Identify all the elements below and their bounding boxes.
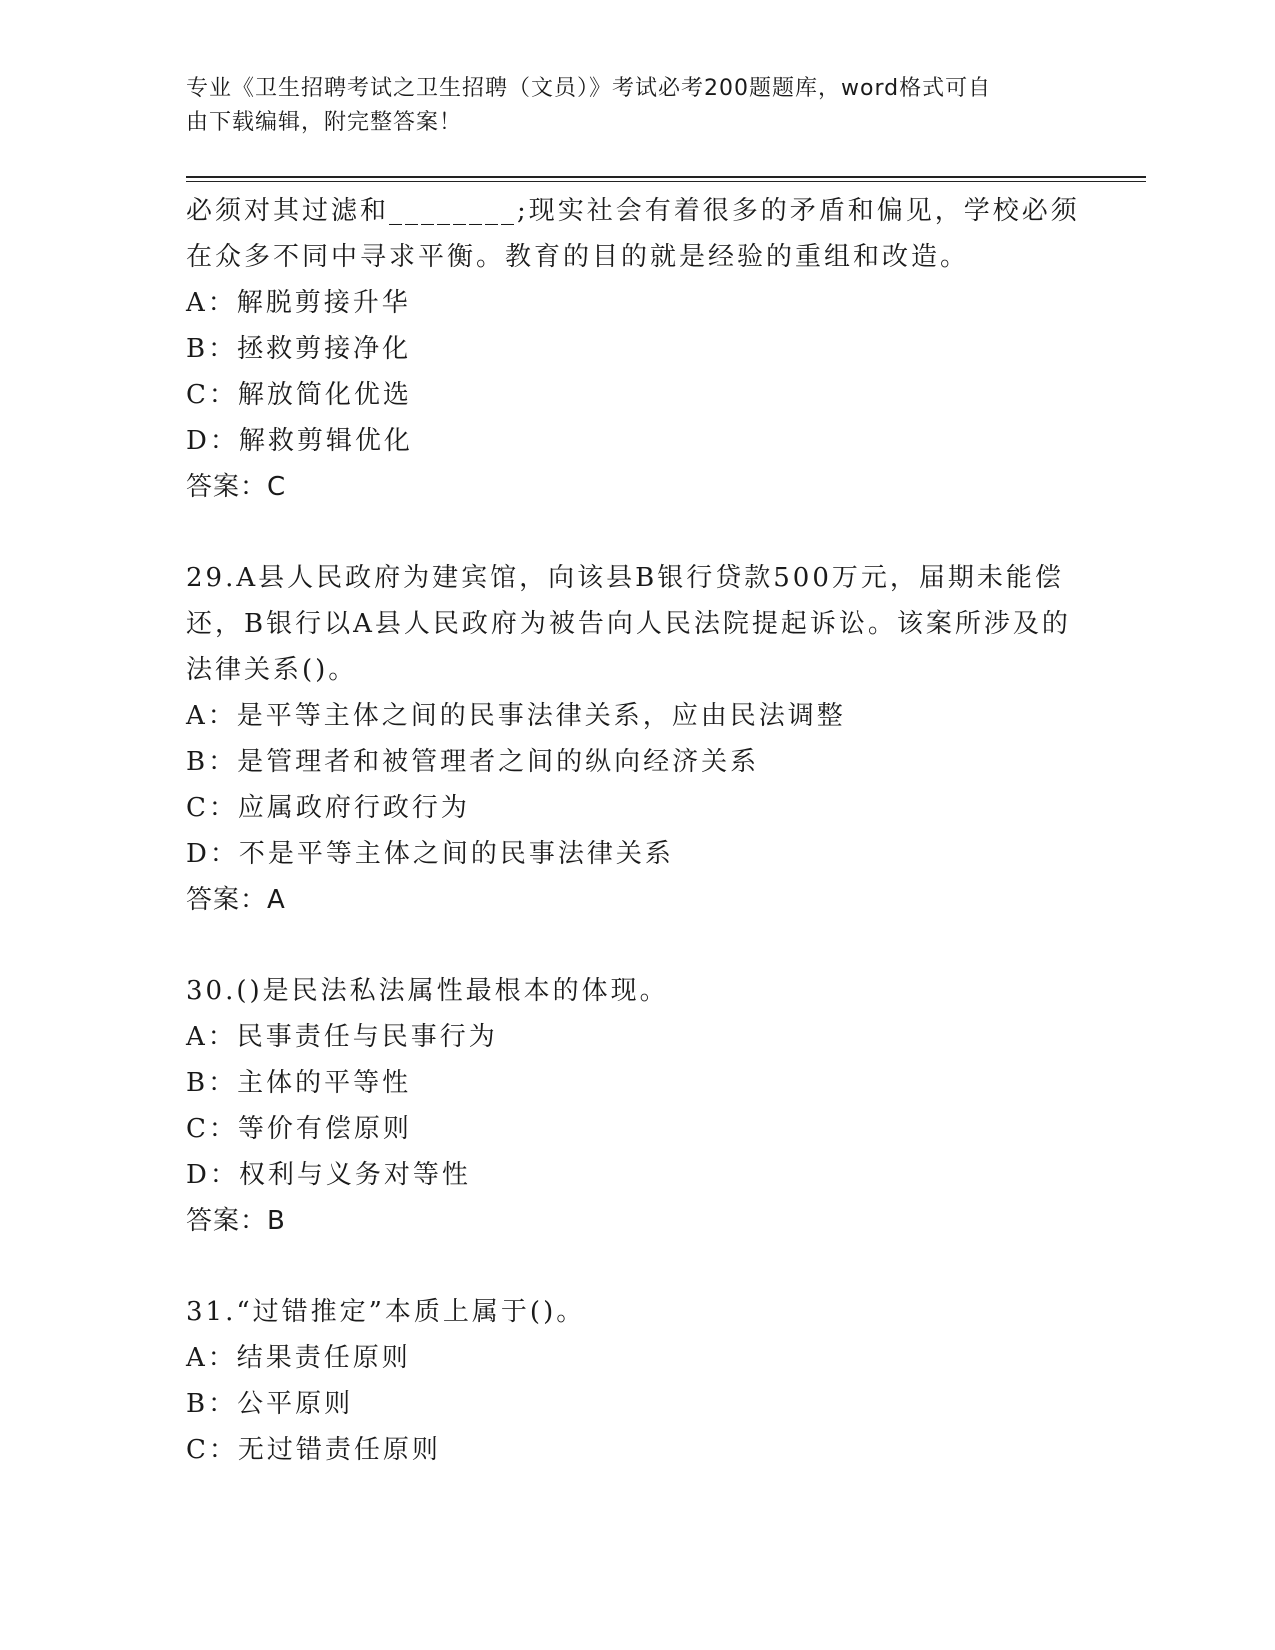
option-b: B：拯救剪接净化 bbox=[186, 334, 412, 364]
document-header bbox=[186, 72, 1086, 140]
option-b: B：公平原则 bbox=[186, 1389, 354, 1419]
question-30 bbox=[186, 968, 1086, 1244]
question-text-line: 31.“过错推定”本质上属于()。 bbox=[186, 1297, 586, 1327]
question-text-line: 必须对其过滤和________;现实社会有着很多的矛盾和偏见，学校必须 bbox=[186, 196, 1080, 226]
answer-line: 答案：A bbox=[186, 885, 286, 915]
option-d: D：不是平等主体之间的民事法律关系 bbox=[186, 839, 674, 869]
option-c: C：解放简化优选 bbox=[186, 380, 412, 410]
option-d: D：权利与义务对等性 bbox=[186, 1160, 471, 1190]
option-a: A：结果责任原则 bbox=[186, 1343, 411, 1373]
question-28 bbox=[186, 188, 1086, 510]
header-divider-thick bbox=[186, 176, 1146, 178]
option-b: B：主体的平等性 bbox=[186, 1068, 412, 1098]
option-a: A：解脱剪接升华 bbox=[186, 288, 411, 318]
header-divider-thin bbox=[186, 181, 1146, 182]
option-d: D：解救剪辑优化 bbox=[186, 426, 413, 456]
option-a: A：民事责任与民事行为 bbox=[186, 1022, 498, 1052]
option-c: C：应属政府行政行为 bbox=[186, 793, 470, 823]
question-text-line: 29.A县人民政府为建宾馆，向该县B银行贷款500万元，届期未能偿 bbox=[186, 563, 1064, 593]
header-line-1: 专业《卫生招聘考试之卫生招聘（文员）》考试必考200题题库，word格式可自 bbox=[186, 76, 992, 101]
question-text-line: 还，B银行以A县人民政府为被告向人民法院提起诉讼。该案所涉及的 bbox=[186, 609, 1071, 639]
question-text-line: 30.()是民法私法属性最根本的体现。 bbox=[186, 976, 669, 1006]
question-text-line: 在众多不同中寻求平衡。教育的目的就是经验的重组和改造。 bbox=[186, 242, 970, 272]
header-line-2: 由下载编辑，附完整答案！ bbox=[186, 110, 463, 135]
question-31 bbox=[186, 1289, 1086, 1473]
question-29 bbox=[186, 555, 1086, 923]
option-a: A：是平等主体之间的民事法律关系，应由民法调整 bbox=[186, 701, 846, 731]
answer-line: 答案：C bbox=[186, 472, 287, 502]
question-text-line: 法律关系()。 bbox=[186, 655, 358, 685]
answer-line: 答案：B bbox=[186, 1206, 286, 1236]
option-c: C：无过错责任原则 bbox=[186, 1435, 441, 1465]
question-list bbox=[186, 188, 1086, 1473]
option-c: C：等价有偿原则 bbox=[186, 1114, 412, 1144]
option-b: B：是管理者和被管理者之间的纵向经济关系 bbox=[186, 747, 760, 777]
